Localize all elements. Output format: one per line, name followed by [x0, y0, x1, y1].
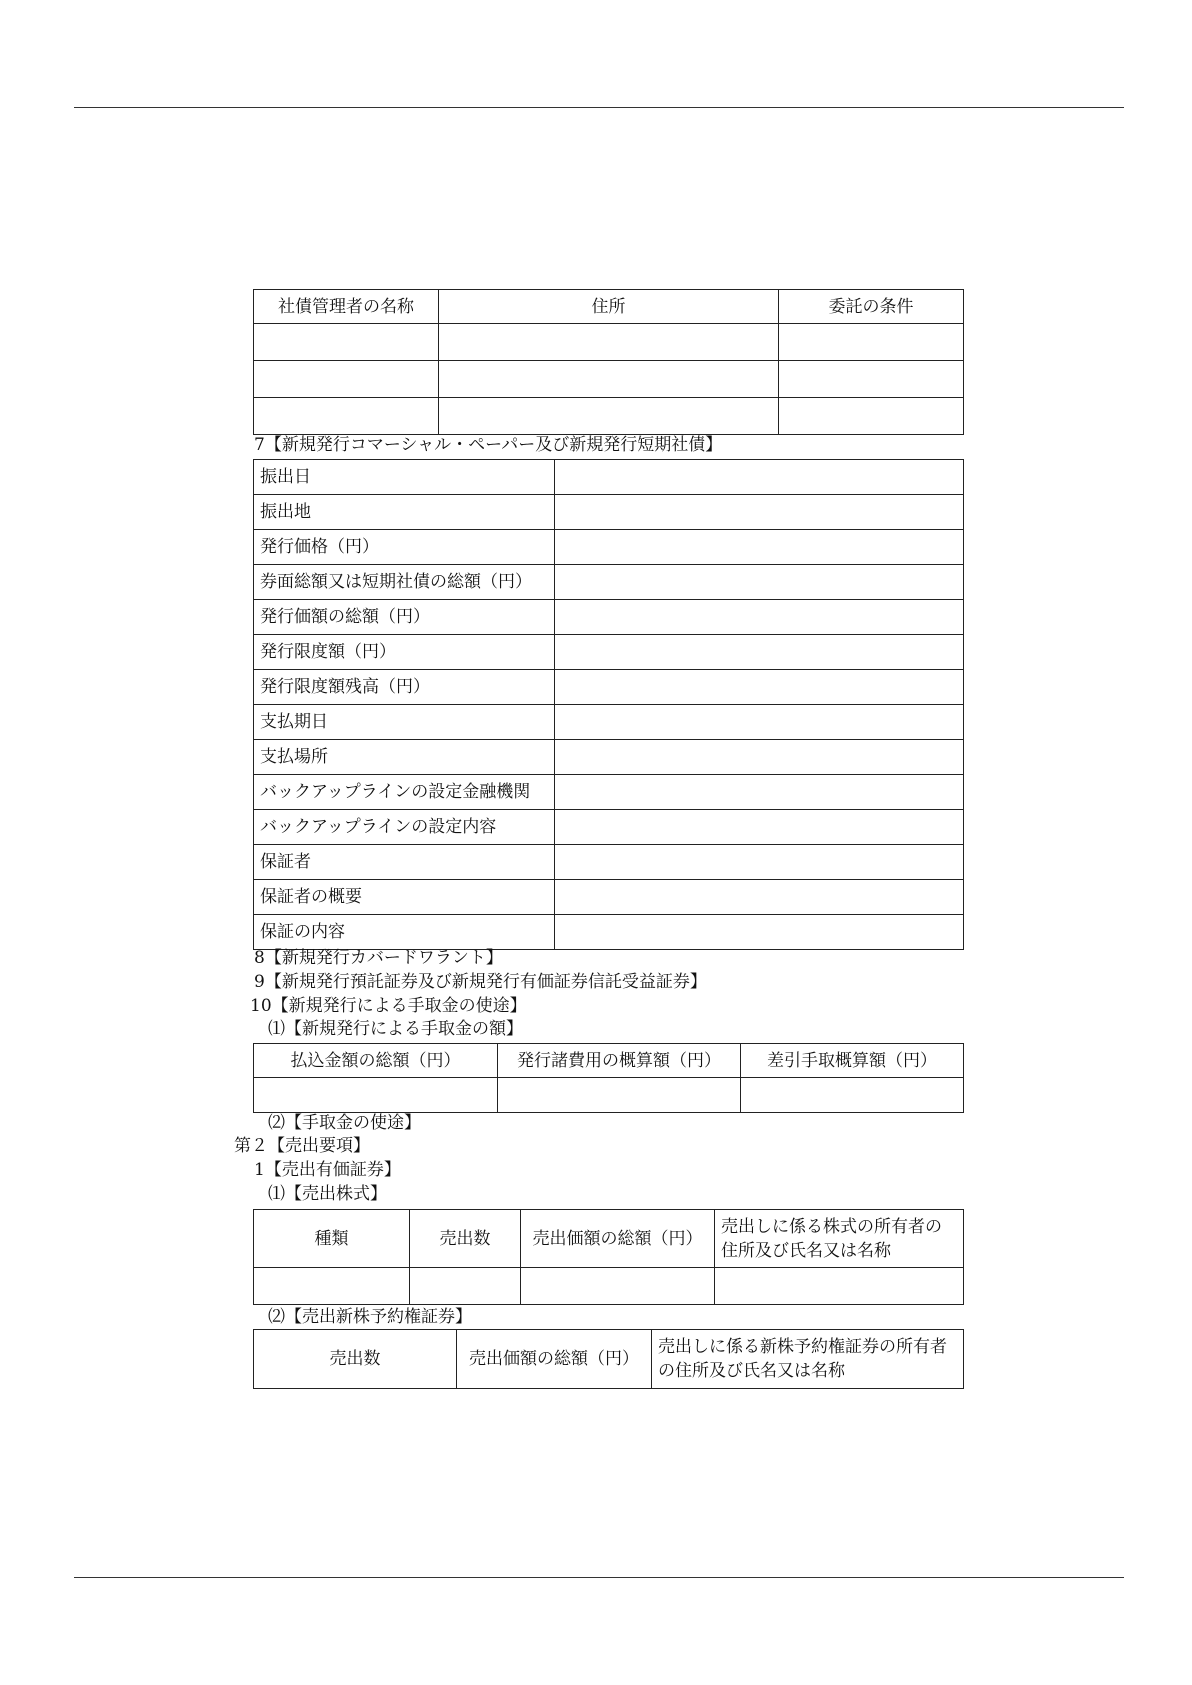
- part-2-sub2-heading: ⑵【売出新株予約権証券】: [268, 1307, 472, 1327]
- stock-sale-table: [253, 1209, 964, 1305]
- section-10-sub1-heading: ⑴【新規発行による手取金の額】: [268, 1019, 523, 1039]
- row-label: 発行限度額残高（円）: [254, 670, 555, 705]
- row-value: [555, 495, 964, 530]
- header-net-proceeds: 差引手取概算額（円）: [741, 1044, 964, 1078]
- part-2-item1-heading: 1【売出有価証券】: [254, 1160, 401, 1180]
- table-row: [254, 600, 964, 635]
- row-label: 支払期日: [254, 705, 555, 740]
- table-row: [254, 495, 964, 530]
- table-row: [254, 775, 964, 810]
- table-cell: [254, 398, 439, 435]
- table-cell: [254, 361, 439, 398]
- footer-rule: [74, 1577, 1124, 1578]
- row-value: [555, 530, 964, 565]
- table-row: [254, 324, 964, 361]
- row-label: 発行限度額（円）: [254, 635, 555, 670]
- header-number-sold: 売出数: [410, 1210, 521, 1268]
- table-row: [254, 810, 964, 845]
- table-cell: [439, 398, 779, 435]
- row-label: 発行価額の総額（円）: [254, 600, 555, 635]
- table-row: [254, 1268, 964, 1305]
- row-label: 券面総額又は短期社債の総額（円）: [254, 565, 555, 600]
- table-row: [254, 740, 964, 775]
- table-cell: [779, 361, 964, 398]
- bond-manager-table: [253, 289, 964, 435]
- section-10-heading: 10【新規発行による手取金の使途】: [250, 996, 527, 1016]
- row-label: 支払場所: [254, 740, 555, 775]
- row-label: 振出日: [254, 460, 555, 495]
- table-row: [254, 398, 964, 435]
- row-value: [555, 810, 964, 845]
- header-total-sale-price: 売出価額の総額（円）: [457, 1330, 652, 1389]
- table-row: [254, 915, 964, 950]
- table-row: [254, 460, 964, 495]
- header-consignment-terms: 委託の条件: [779, 290, 964, 324]
- header-issue-costs: 発行諸費用の概算額（円）: [498, 1044, 741, 1078]
- table-row: [254, 705, 964, 740]
- row-value: [555, 880, 964, 915]
- table-row: [254, 880, 964, 915]
- table-cell: [254, 1268, 410, 1305]
- part-2-sub1-heading: ⑴【売出株式】: [268, 1184, 387, 1204]
- header-address: 住所: [439, 290, 779, 324]
- header-rule: [74, 107, 1124, 108]
- header-stock-owner: 売出しに係る株式の所有者の住所及び氏名又は名称: [715, 1210, 964, 1268]
- row-value: [555, 775, 964, 810]
- header-number-sold: 売出数: [254, 1330, 457, 1389]
- part-2-heading: 第２【売出要項】: [234, 1136, 370, 1156]
- row-label: 発行価格（円）: [254, 530, 555, 565]
- header-warrant-owner: 売出しに係る新株予約権証券の所有者の住所及び氏名又は名称: [652, 1330, 964, 1389]
- table-cell: [521, 1268, 715, 1305]
- row-value: [555, 845, 964, 880]
- table-cell: [779, 398, 964, 435]
- header-type: 種類: [254, 1210, 410, 1268]
- row-label: 保証の内容: [254, 915, 555, 950]
- row-value: [555, 670, 964, 705]
- table-row: [254, 635, 964, 670]
- table-cell: [779, 324, 964, 361]
- section-8-heading: 8【新規発行カバードワラント】: [254, 948, 503, 968]
- row-value: [555, 705, 964, 740]
- table-row: [254, 845, 964, 880]
- table-cell: [254, 1078, 498, 1113]
- section-9-heading: 9【新規発行預託証券及び新規発行有価証券信託受益証券】: [254, 972, 707, 992]
- table-row: [254, 530, 964, 565]
- row-label: 保証者の概要: [254, 880, 555, 915]
- table-cell: [439, 361, 779, 398]
- row-label: バックアップラインの設定金融機関: [254, 775, 555, 810]
- warrant-sale-table: [253, 1329, 964, 1389]
- section-10-sub2-heading: ⑵【手取金の使途】: [268, 1113, 421, 1133]
- table-row: [254, 565, 964, 600]
- table-row: [254, 361, 964, 398]
- header-total-payment: 払込金額の総額（円）: [254, 1044, 498, 1078]
- proceeds-table: [253, 1043, 964, 1113]
- row-value: [555, 600, 964, 635]
- row-label: 振出地: [254, 495, 555, 530]
- commercial-paper-table: [253, 459, 964, 950]
- header-bond-manager-name: 社債管理者の名称: [254, 290, 439, 324]
- row-value: [555, 740, 964, 775]
- row-label: 保証者: [254, 845, 555, 880]
- row-label: バックアップラインの設定内容: [254, 810, 555, 845]
- table-cell: [498, 1078, 741, 1113]
- table-cell: [439, 324, 779, 361]
- table-cell: [254, 324, 439, 361]
- table-row: [254, 670, 964, 705]
- section-7-heading: 7【新規発行コマーシャル・ペーパー及び新規発行短期社債】: [254, 435, 723, 455]
- table-cell: [741, 1078, 964, 1113]
- header-total-sale-price: 売出価額の総額（円）: [521, 1210, 715, 1268]
- table-cell: [410, 1268, 521, 1305]
- table-cell: [715, 1268, 964, 1305]
- row-value: [555, 635, 964, 670]
- row-value: [555, 915, 964, 950]
- row-value: [555, 565, 964, 600]
- row-value: [555, 460, 964, 495]
- table-row: [254, 1078, 964, 1113]
